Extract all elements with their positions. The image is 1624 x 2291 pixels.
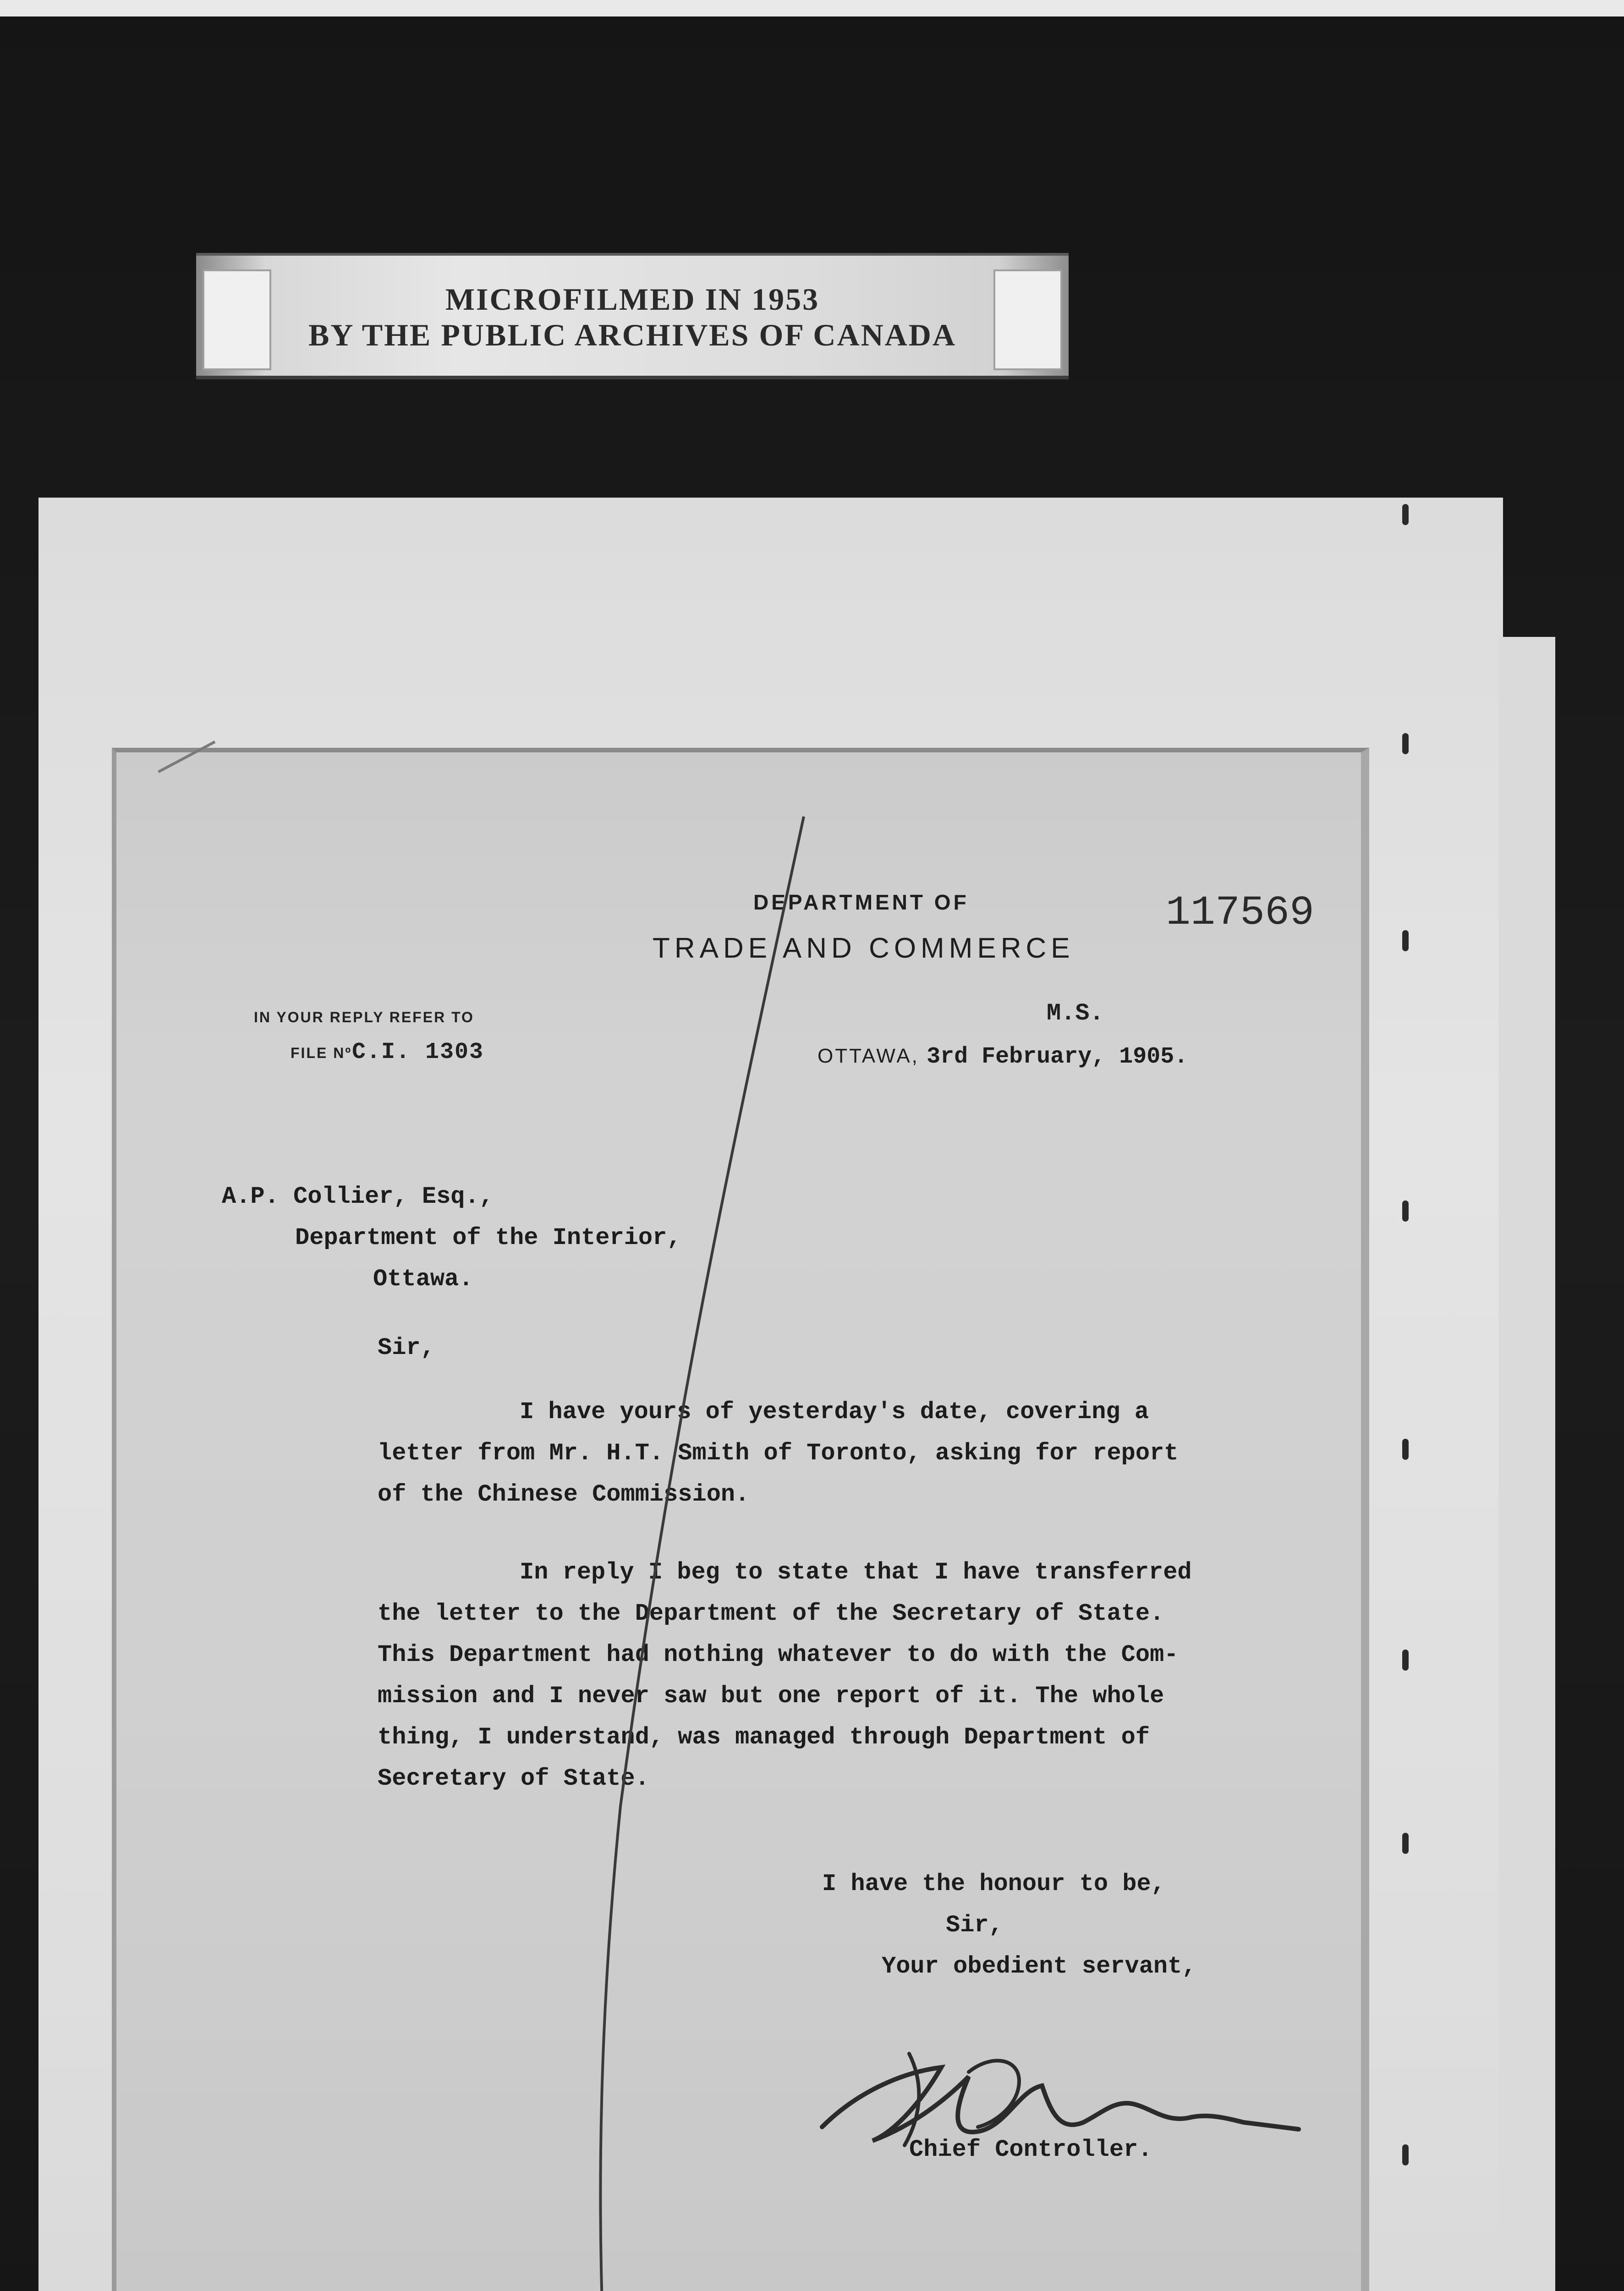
reply-refer-label: IN YOUR REPLY REFER TO: [254, 1009, 474, 1025]
film-perforation: [1402, 2144, 1409, 2165]
salutation: Sir,: [378, 1334, 435, 1361]
film-perforation: [1402, 930, 1409, 951]
corner-fold: [158, 740, 239, 817]
body-line: letter from Mr. H.T. Smith of Toronto, asking for report: [378, 1440, 1179, 1467]
file-number-stamp: 117569: [1166, 890, 1315, 937]
archive-label-line2: BY THE PUBLIC ARCHIVES OF CANADA: [308, 318, 956, 352]
body-line: I have yours of yesterday's date, covering a: [520, 1398, 1149, 1425]
recipient-city: Ottawa.: [373, 1266, 473, 1293]
signatory-title: Chief Controller.: [909, 2136, 1152, 2163]
body-line: In reply I beg to state that I have transferred: [520, 1559, 1192, 1586]
letter-date: 3rd February, 1905.: [927, 1044, 1188, 1070]
body-line: This Department had nothing whatever to do with the Com-: [378, 1641, 1179, 1668]
recipient-department: Department of the Interior,: [295, 1224, 681, 1251]
recipient-name: A.P. Collier, Esq.,: [222, 1183, 494, 1210]
film-perforation: [1402, 504, 1409, 525]
body-line: of the Chinese Commission.: [378, 1481, 750, 1508]
film-perforation: [1402, 733, 1409, 754]
file-number-row: [291, 1039, 611, 1065]
date-city: OTTAWA,: [817, 1045, 919, 1067]
letter-page: [112, 748, 1369, 2291]
letterhead-department-name: TRADE AND COMMERCE: [653, 932, 1075, 964]
body-line: the letter to the Department of the Secretary of State.: [378, 1600, 1164, 1627]
body-line: Secretary of State.: [378, 1765, 649, 1792]
archive-label: [196, 253, 1069, 379]
body-line: thing, I understand, was managed through Department of: [378, 1724, 1150, 1751]
file-no-label: FILE Nº: [291, 1045, 352, 1061]
file-no-value: C.I. 1303: [352, 1039, 484, 1065]
film-perforation: [1402, 1439, 1409, 1460]
film-perforation: [1402, 1650, 1409, 1671]
date-line: [817, 1044, 1322, 1070]
ms-mark: M.S.: [1047, 1000, 1104, 1027]
closing-line: Your obedient servant,: [882, 1953, 1196, 1980]
film-perforation: [1402, 1200, 1409, 1222]
outer-sheet-edge: [1498, 637, 1555, 2291]
archive-label-line1: MICROFILMED IN 1953: [445, 282, 820, 317]
body-line: mission and I never saw but one report of it. The whole: [378, 1683, 1164, 1710]
closing-line: I have the honour to be,: [822, 1870, 1165, 1897]
closing-line: Sir,: [946, 1912, 1003, 1939]
film-perforation: [1402, 1833, 1409, 1854]
film-top-edge: [0, 0, 1624, 16]
letterhead-department-of: DEPARTMENT OF: [753, 890, 969, 914]
